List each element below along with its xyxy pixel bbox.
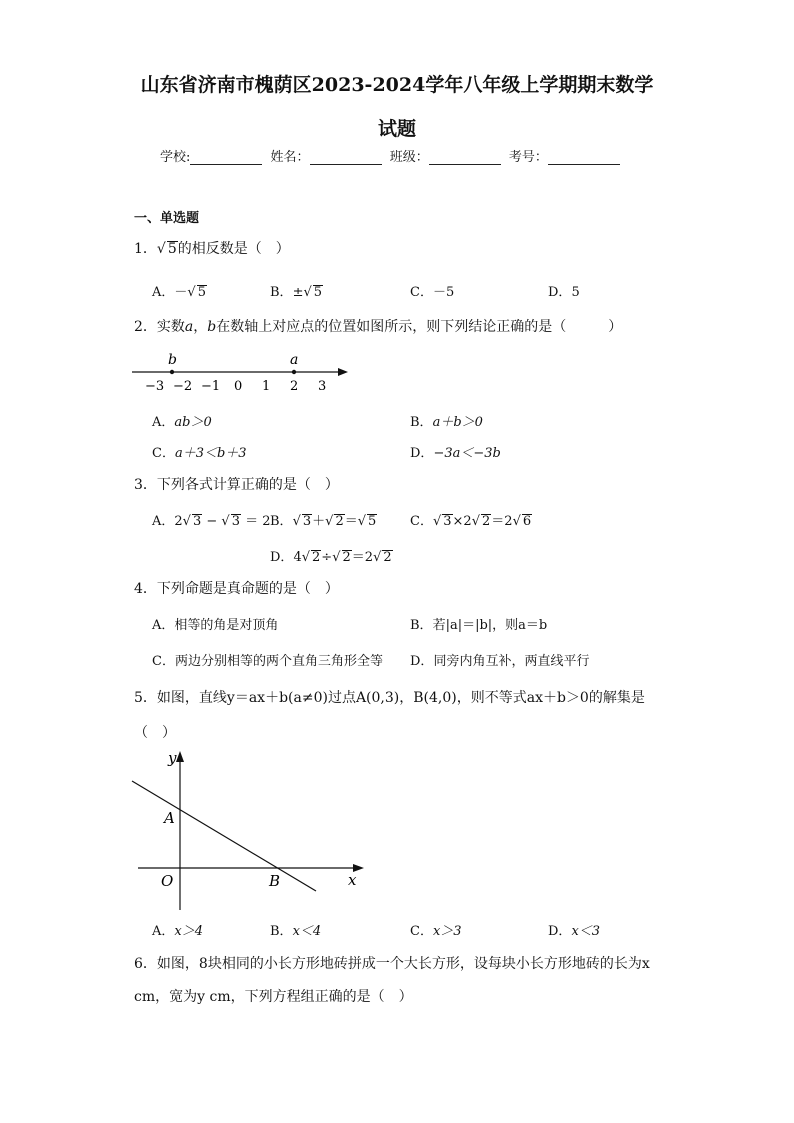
option-label: B．: [270, 514, 293, 529]
option-text: 5: [571, 285, 580, 300]
tick-label: −2: [173, 379, 193, 394]
point-b: [170, 370, 174, 374]
math-part: 4: [293, 550, 302, 565]
q2-option-d[interactable]: [410, 442, 501, 461]
q5-option-b[interactable]: [270, 920, 321, 939]
sqrt-radicand: 6: [522, 514, 532, 529]
section-heading: 一、单选题: [134, 211, 200, 226]
question-number: 4．: [134, 581, 157, 597]
option-label: A．: [152, 514, 175, 529]
math-part: 2: [174, 514, 183, 529]
tick-label: −3: [145, 379, 165, 394]
sqrt-radicand: 2: [342, 550, 351, 565]
option-label: D．: [410, 654, 434, 669]
question-number: 5．: [134, 690, 157, 706]
option-text: 同旁内角互补，两直线平行: [433, 654, 590, 669]
option-label: B．: [270, 924, 293, 939]
question-text: 下列各式计算正确的是（ ）: [156, 477, 339, 493]
question-text: 的相反数是（ ）: [177, 241, 290, 257]
math-part: ＝2: [351, 550, 374, 565]
option-label: C．: [410, 924, 433, 939]
q4-option-b[interactable]: [410, 614, 547, 633]
option-text: ±: [292, 285, 304, 300]
q1-option-b[interactable]: B．±√ 5: [270, 285, 323, 300]
sqrt-radicand: 2: [312, 550, 321, 565]
tick-label: 0: [234, 379, 243, 394]
q1-option-a[interactable]: A．－√ 5: [152, 285, 206, 300]
question-text: 在数轴上对应点的位置如图所示，则下列结论正确的是（ ）: [216, 319, 623, 335]
question-5: [134, 687, 645, 707]
origin-label: O: [161, 872, 174, 890]
option-text: ab＞0: [174, 415, 212, 430]
question-number: 6．: [134, 956, 157, 972]
sqrt-radicand: 2: [335, 514, 344, 529]
option-text: x＞4: [174, 924, 203, 939]
option-label: A．: [152, 618, 175, 633]
separator: ，: [193, 319, 208, 335]
y-axis-label: y: [168, 749, 177, 767]
line-ax-plus-b: [132, 781, 316, 891]
student-info-row: [160, 146, 624, 165]
q5-option-d[interactable]: [548, 920, 600, 939]
option-label: A．: [152, 924, 175, 939]
question-number: 3．: [134, 477, 157, 493]
question-6-line2: cm，宽为y cm，下列方程组正确的是（ ）: [134, 989, 413, 1005]
point-b-label: B: [269, 872, 281, 890]
class-field[interactable]: [429, 150, 501, 165]
option-label: C．: [152, 654, 175, 669]
question-1: 1．√ 5的相反数是（ ）: [134, 241, 290, 257]
class-label: 班级：: [389, 150, 429, 165]
var-a: a: [184, 319, 194, 335]
math-part: ＝2: [491, 514, 513, 529]
question-text: 如图，直线y＝ax＋b(a≠0)过点A(0,3)，B(4,0)，则不等式ax＋b＞0的解集是: [156, 690, 645, 706]
y-axis-arrow-icon: [176, 751, 184, 762]
tick-label: 2: [290, 379, 299, 394]
option-text: 相等的角是对顶角: [174, 618, 279, 633]
option-text: 若|a|＝|b|，则a＝b: [432, 618, 548, 633]
sqrt-radicand: 2: [482, 514, 491, 529]
question-2: [134, 316, 622, 336]
name-label: 姓名：: [270, 150, 310, 165]
question-number: 1．: [134, 241, 157, 257]
option-label: B．: [270, 285, 293, 300]
sqrt-radicand: 5: [197, 285, 206, 300]
q4-option-d[interactable]: [410, 650, 589, 669]
point-b-label: b: [168, 352, 177, 368]
option-text: a＋b＞0: [432, 415, 483, 430]
option-label: C．: [410, 285, 433, 300]
option-label: D．: [270, 550, 294, 565]
sqrt-radicand: 5: [368, 514, 377, 529]
math-part: ×2: [452, 514, 472, 529]
number-line-figure: [128, 348, 358, 396]
page-title-line2: 试题: [377, 118, 416, 140]
option-text: x＜3: [571, 924, 601, 939]
option-text: x＜4: [292, 924, 322, 939]
question-4: [134, 578, 339, 598]
school-label: 学校:: [160, 150, 191, 165]
question-text: 下列命题是真命题的是（ ）: [156, 581, 339, 597]
q4-option-c[interactable]: [152, 650, 383, 669]
name-field[interactable]: [310, 150, 382, 165]
sqrt-radicand: 5: [313, 285, 323, 300]
sqrt-radicand: 3: [302, 514, 312, 529]
question-5-paren: （ ）: [134, 725, 176, 741]
option-text: −3a＜−3b: [433, 446, 501, 461]
question-text: 实数: [156, 319, 185, 335]
tick-label: −1: [201, 379, 221, 394]
sqrt-radicand: 3: [192, 514, 202, 529]
point-a: [292, 370, 296, 374]
math-part: −: [202, 514, 222, 529]
option-label: A．: [152, 285, 175, 300]
option-text: x＞3: [432, 924, 462, 939]
option-text: a＋3＜b＋3: [174, 446, 247, 461]
sqrt-radicand: 5: [167, 241, 177, 257]
question-6: [134, 953, 650, 973]
q2-option-b[interactable]: [410, 411, 483, 430]
q1-option-c[interactable]: [410, 281, 454, 300]
point-a-label: a: [290, 352, 299, 368]
question-number: 2．: [134, 319, 157, 335]
question-text: 如图，8块相同的小长方形地砖拼成一个大长方形，设每块小长方形地砖的长为x: [156, 956, 650, 972]
option-label: D．: [548, 924, 572, 939]
school-field[interactable]: [190, 150, 262, 165]
sqrt-radicand: 3: [443, 514, 452, 529]
q2-option-c[interactable]: [152, 442, 247, 461]
sqrt-radicand: 2: [383, 550, 392, 565]
arrow-head-icon: [338, 368, 348, 376]
point-a-label: A: [164, 809, 175, 827]
x-axis-label: x: [348, 871, 357, 889]
q5-option-a[interactable]: [152, 920, 203, 939]
tick-label: 1: [262, 379, 271, 394]
option-text: －: [174, 285, 188, 300]
option-label: D．: [410, 446, 434, 461]
q4-option-a[interactable]: [152, 614, 278, 633]
tick-label: 3: [318, 379, 327, 394]
math-part: ＋: [312, 514, 326, 529]
option-label: D．: [548, 285, 572, 300]
page-title: 山东省济南市槐荫区2023-2024学年八年级上学期期末数学: [140, 74, 654, 96]
exam-number-label: 考号：: [508, 150, 548, 165]
q1-option-d[interactable]: [548, 281, 580, 300]
var-b: b: [207, 319, 217, 335]
math-part: ÷: [321, 550, 333, 565]
q3-option-b[interactable]: B．√ 3＋√ 2＝√ 5: [270, 514, 377, 529]
option-label: C．: [410, 514, 433, 529]
question-3: [134, 474, 339, 494]
option-label: C．: [152, 446, 175, 461]
q3-option-c[interactable]: C．√ 3×2√ 2＝2√ 6: [410, 514, 532, 529]
q3-option-d[interactable]: D．4√ 2÷√ 2＝2√ 2: [270, 550, 392, 565]
math-part: ＝: [344, 514, 358, 529]
option-label: B．: [410, 618, 433, 633]
coordinate-graph: [128, 745, 378, 915]
option-text: －5: [432, 285, 455, 300]
option-label: A．: [152, 415, 175, 430]
exam-number-field[interactable]: [548, 150, 620, 165]
option-label: B．: [410, 415, 433, 430]
math-part: ＝ 2: [241, 514, 271, 529]
q5-option-c[interactable]: [410, 920, 462, 939]
sqrt-radicand: 3: [231, 514, 240, 529]
q3-option-a[interactable]: A．2√ 3 − √ 3 ＝ 2: [152, 514, 271, 529]
option-text: 两边分别相等的两个直角三角形全等: [174, 654, 383, 669]
q2-option-a[interactable]: [152, 411, 212, 430]
